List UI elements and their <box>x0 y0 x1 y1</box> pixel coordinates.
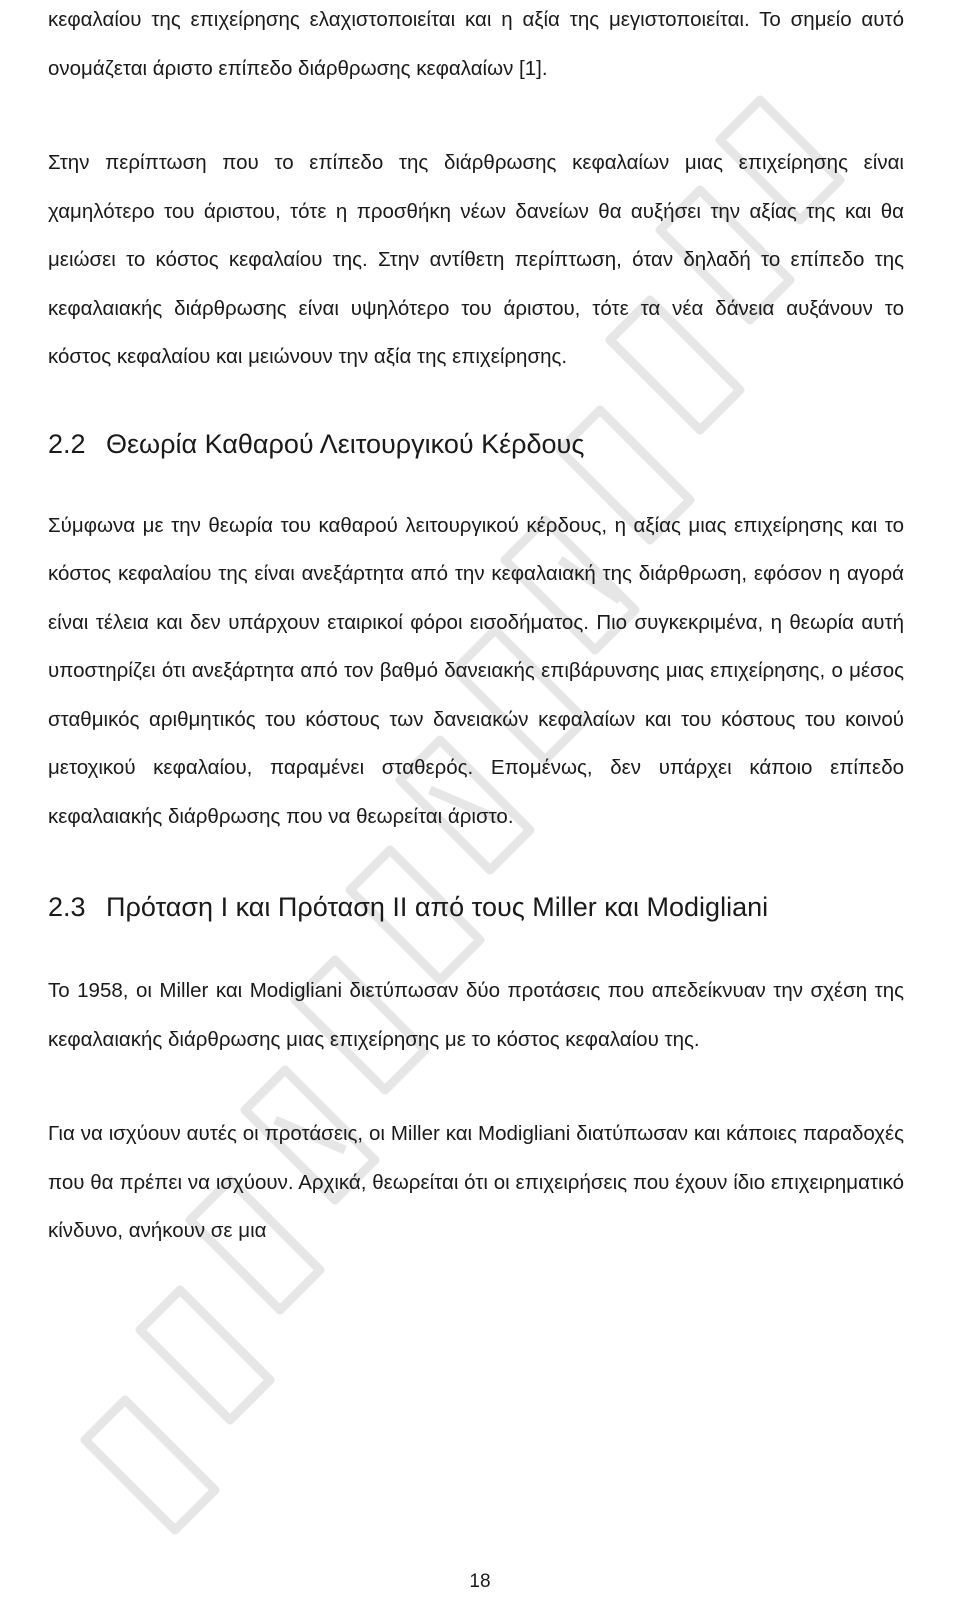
paragraph-assumptions: Για να ισχύουν αυτές οι προτάσεις, οι Miller και Modigliani διατύπωσαν και κάποιες παραδοχές που θα πρέπει να ισχύουν. Αρχικά, θεωρείται ότι οι επιχειρήσεις που έχουν ίδιο επιχειρηματικό κίνδυνο, ανήκουν σε μια <box>48 1122 904 1242</box>
paragraph-continuation: κεφαλαίου της επιχείρησης ελαχιστοποιείται και η αξία της μεγιστοποιείται. Το σημείο αυτό ονομάζεται άριστο επίπεδο διάρθρωσης κεφαλαίων [1]. <box>48 8 904 80</box>
section-title: Θεωρία Καθαρού Λειτουργικού Κέρδους <box>106 428 585 459</box>
page-number: 18 <box>469 1571 491 1592</box>
section-number: 2.2 <box>48 428 86 459</box>
paragraph-miller-modigliani-1958: Το 1958, οι Miller και Modigliani διετύπωσαν δύο προτάσεις που απεδείκνυαν την σχέση της κεφαλαιακής διάρθρωσης μιας επιχείρησης με το κόστος κεφαλαίου της. <box>48 979 904 1051</box>
section-number: 2.3 <box>48 892 86 922</box>
section-heading-2-2 <box>48 424 904 464</box>
paragraph-optimal-structure: Στην περίπτωση που το επίπεδο της διάρθρωσης κεφαλαίων μιας επιχείρησης είναι χαμηλότερο του άριστου, τότε η προσθήκη νέων δανείων θα αυξήσει την αξίας της και θα μειώσει το κόστος κεφαλαίου της. Στην αντίθετη περίπτωση, όταν δηλαδή το επίπεδο της κεφαλαιακής διάρθρωσης είναι υψηλότερο του άριστου, τότε τα νέα δάνεια αυξάνουν το κόστος κεφαλαίου και μειώνουν την αξία της επιχείρησης. <box>48 151 904 368</box>
paragraph-net-operating-income: Σύμφωνα με την θεωρία του καθαρού λειτουργικού κέρδους, η αξίας μιας επιχείρησης και το κόστος κεφαλαίου της είναι ανεξάρτητα από την κεφαλαιακή της διάρθρωση, εφόσον η αγορά είναι τέλεια και δεν υπάρχουν εταιρικοί φόροι εισοδήματος. Πιο συγκεκριμένα, η θεωρία αυτή υποστηρίζει ότι ανεξάρτητα από τον βαθμό δανειακής επιβάρυνσης μιας επιχείρησης, ο μέσος σταθμικός αριθμητικός του κόστους των δανειακών κεφαλαίων και του κόστους του κοινού μετοχικού κεφαλαίου, παραμένει σταθερός. Επομένως, δεν υπάρχει κάποιο επίπεδο κεφαλαιακής διάρθρωσης που να θεωρείται άριστο. <box>48 513 904 828</box>
document-page <box>48 0 904 1256</box>
section-heading-2-3 <box>48 887 904 927</box>
section-title: Πρόταση Ι και Πρόταση ΙΙ από τους Miller και Modigliani <box>106 892 769 922</box>
